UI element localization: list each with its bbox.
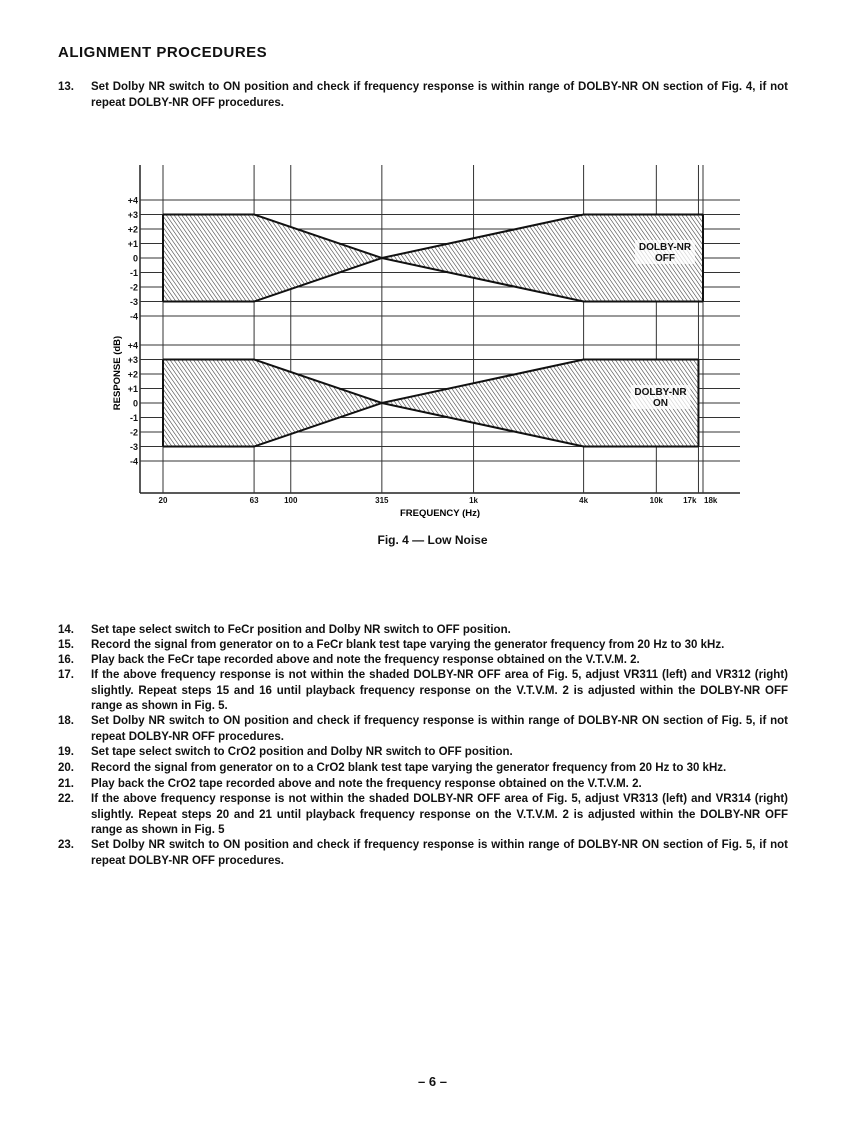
y-tick-label: 0 (132, 253, 138, 264)
step-text: Set tape select switch to FeCr position and Dolby NR switch to OFF position. (91, 624, 511, 636)
y-tick-label: -4 (129, 311, 138, 322)
x-tick-label: 100 (284, 496, 298, 505)
step-item (58, 668, 788, 714)
step-item (58, 623, 788, 638)
step-number: 19. (58, 746, 74, 758)
y-tick-label: -2 (129, 282, 138, 293)
step-number: 17. (58, 669, 74, 681)
y-tick-label: -1 (129, 268, 138, 278)
page-number: – 6 – (418, 1074, 447, 1089)
y-tick-label: 0 (132, 398, 138, 409)
x-tick-label: 315 (375, 496, 389, 505)
step-text: If the above frequency response is not within the shaded DOLBY-NR OFF area of Fig. 5, adjust VR311 (left) and VR312 (right) slightly. Repeat steps 15 and 16 until playback frequency response on the V.T.V.M. 2 is adjusted within the DOLBY-NR OFF range as shown in Fig. 5. (91, 669, 788, 712)
step-number: 21. (58, 778, 74, 790)
step-number: 20. (58, 762, 74, 774)
step-number: 22. (58, 793, 74, 805)
step-item (58, 838, 788, 869)
frequency-response-chart (100, 160, 760, 520)
x-tick-label: 10k (649, 496, 664, 505)
hatched-upper-band (163, 215, 703, 259)
x-tick-label: 17k (683, 496, 697, 505)
step-item (58, 745, 788, 760)
panel-label-line1: DOLBY-NR (638, 242, 692, 253)
step-text: Set Dolby NR switch to ON position and check if frequency response is within range of DOLBY-NR ON section of Fig. 5, if not repeat DOLBY-NR OFF procedures. (91, 715, 788, 743)
y-tick-label: -3 (129, 297, 138, 307)
step-text: Set Dolby NR switch to ON position and check if frequency response is within range of DOLBY-NR ON section of Fig. 4, if not repeat DOLBY-NR OFF procedures. (91, 81, 788, 109)
step-number: 14. (58, 624, 74, 636)
page-title: ALIGNMENT PROCEDURES (58, 44, 268, 61)
x-axis-label: FREQUENCY (Hz) (399, 508, 481, 519)
step-text: If the above frequency response is not within the shaded DOLBY-NR OFF area of Fig. 5, adjust VR313 (left) and VR314 (right) slightly. Repeat steps 20 and 21 until playback frequency response on the V.T.V.M. 2 is adjusted within the DOLBY-NR OFF range as shown in Fig. 5 (91, 793, 788, 836)
step-item (58, 777, 788, 792)
step-item (58, 714, 788, 745)
y-tick-label: +4 (127, 340, 138, 351)
hatched-upper-band (163, 360, 698, 404)
step-text: Record the signal from generator on to a CrO2 blank test tape varying the generator frequency from 20 Hz to 30 kHz. (91, 762, 727, 774)
y-tick-label: +4 (127, 195, 138, 206)
step-number: 23. (58, 839, 74, 851)
step-number: 16. (58, 654, 74, 666)
y-tick-label: +1 (127, 384, 138, 394)
x-tick-label: 63 (249, 496, 259, 505)
step-text: Play back the CrO2 tape recorded above and note the frequency response obtained on the V.T.V.M. 2. (91, 778, 642, 790)
y-tick-label: -3 (129, 442, 138, 452)
y-axis-label: RESPONSE (dB) (112, 335, 123, 411)
step-13 (58, 80, 788, 112)
step-number: 18. (58, 715, 74, 727)
step-item (58, 761, 788, 776)
y-tick-label: +1 (127, 239, 138, 249)
panel-label-line1: DOLBY-NR (634, 387, 687, 398)
step-text: Play back the FeCr tape recorded above and note the frequency response obtained on the V.T.V.M. 2. (91, 654, 640, 666)
y-tick-label: +3 (127, 355, 138, 365)
step-text: Set tape select switch to CrO2 position and Dolby NR switch to OFF position. (91, 746, 513, 758)
step-number: 15. (58, 639, 74, 651)
hatched-lower-band (163, 403, 698, 447)
y-tick-label: -4 (129, 456, 138, 467)
y-tick-label: +2 (127, 224, 138, 235)
hatched-lower-band (163, 258, 703, 302)
step-number: 13. (58, 81, 74, 93)
panel-label-line2: OFF (655, 253, 675, 264)
figure-caption: Fig. 4 — Low Noise (377, 533, 488, 547)
panel-label-line2: ON (652, 398, 668, 409)
step-item (58, 638, 788, 653)
y-tick-label: +2 (127, 369, 138, 380)
y-tick-label: +3 (127, 210, 138, 220)
x-tick-label: 18k (704, 496, 718, 505)
x-tick-label: 4k (579, 496, 589, 505)
step-item (58, 792, 788, 838)
step-text: Record the signal from generator on to a FeCr blank test tape varying the generator frequency from 20 Hz to 30 kHz. (91, 639, 725, 651)
step-text: Set Dolby NR switch to ON position and check if frequency response is within range of DOLBY-NR ON section of Fig. 5, if not repeat DOLBY-NR OFF procedures. (91, 839, 788, 867)
step-item (58, 653, 788, 668)
x-tick-label: 20 (158, 496, 168, 505)
y-tick-label: -1 (129, 413, 138, 423)
y-tick-label: -2 (129, 427, 138, 438)
x-tick-label: 1k (469, 496, 479, 505)
